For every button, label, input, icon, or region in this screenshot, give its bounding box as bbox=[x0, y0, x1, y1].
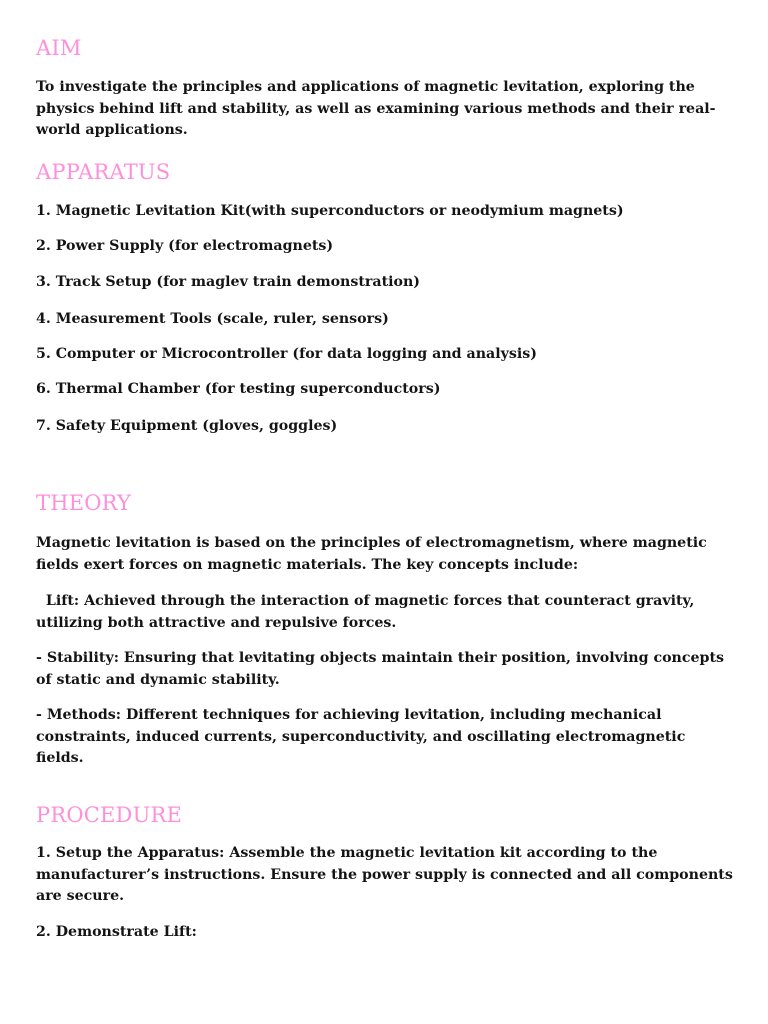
theory-point-stability: - Stability: Ensuring that levitating objects maintain their position, involving concepts of static and dynamic stability. bbox=[36, 650, 724, 688]
apparatus-item: 2. Power Supply (for electromagnets) bbox=[36, 238, 334, 254]
theory-point-lift: Lift: Achieved through the interaction of magnetic forces that counteract gravity, utilizing both attractive and repulsive forces. bbox=[36, 593, 700, 631]
apparatus-item: 5. Computer or Microcontroller (for data logging and analysis) bbox=[36, 346, 537, 362]
aim-text: To investigate the principles and applications of magnetic levitation, exploring the physics behind lift and stability, as well as examining various methods and their real-world applications. bbox=[36, 79, 716, 138]
section-heading-aim: AIM bbox=[36, 36, 82, 60]
section-heading-theory: THEORY bbox=[36, 491, 132, 515]
section-heading-apparatus: APPARATUS bbox=[36, 160, 171, 184]
section-heading-procedure: PROCEDURE bbox=[36, 803, 183, 827]
apparatus-item: 3. Track Setup (for maglev train demonstration) bbox=[36, 274, 421, 290]
procedure-step: 1. Setup the Apparatus: Assemble the magnetic levitation kit according to the manufacturer’s instructions. Ensure the power supply is connected and all components are secure. bbox=[36, 845, 733, 904]
procedure-step: 2. Demonstrate Lift: bbox=[36, 924, 197, 940]
apparatus-item: 1. Magnetic Levitation Kit(with superconductors or neodymium magnets) bbox=[36, 203, 624, 219]
apparatus-item: 4. Measurement Tools (scale, ruler, sensors) bbox=[36, 311, 389, 327]
theory-intro: Magnetic levitation is based on the principles of electromagnetism, where magnetic fields exert forces on magnetic materials. The key concepts include: bbox=[36, 535, 707, 573]
theory-point-methods: - Methods: Different techniques for achieving levitation, including mechanical constraints, induced currents, superconductivity, and oscillating electromagnetic fields. bbox=[36, 707, 686, 766]
apparatus-item: 7. Safety Equipment (gloves, goggles) bbox=[36, 418, 338, 434]
apparatus-item: 6. Thermal Chamber (for testing superconductors) bbox=[36, 381, 441, 397]
